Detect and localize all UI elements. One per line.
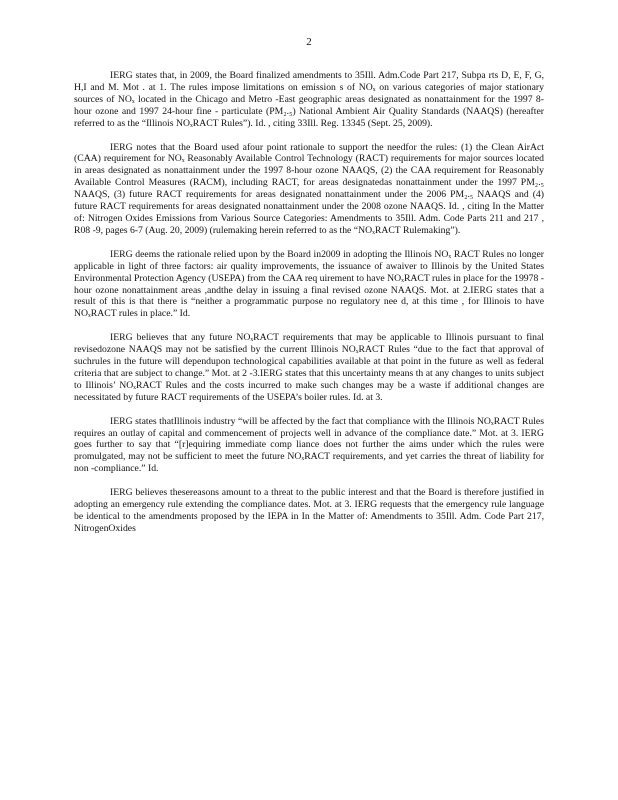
paragraph-1: IERG states that, in 2009, the Board finalized amendments to 35Ill. Adm.Code Part 217, Subpa rts D, E, F, G, H,I and M. Mot . at 1. The rules impose limitations on emission s of NOₓ on various categories of major stationary sources of NOₓ located in the Chicago and Metro -East geographic areas designated as nonattainment for the 1997 8-hour ozone and 1997 24-hour fine - particulate (PM₂.₅) National Ambient Air Quality Standards (NAAQS) (hereafter referred to as the “Illinois NOₓRACT Rules”). Id. , citing 33Ill. Reg. 13345 (Sept. 25, 2009). [74, 70, 544, 129]
paragraph-5: IERG states thatIllinois industry “will be affected by the fact that compliance with the Illinois NOₓRACT Rules requires an outlay of capital and commencement of projects well in advance of the compliance date.” Mot. at 3. IERG goes further to say that “[r]equiring immediate comp liance does not further the aims under which the rules were promulgated, may not be sufficient to meet the future NOₓRACT requirements, and yet carries the threat of liability for non -compliance.” Id. [74, 415, 544, 475]
paragraph-3: IERG deems the rationale relied upon by the Board in2009 in adopting the Illinois NOₓ RACT Rules no longer applicable in light of three factors: air quality improvements, the issuance of awaiver to Illinois by the United States Environmental Protection Agency (USEPA) from the CAA req uirement to have NOₓRACT rules in place for the 19978 - hour ozone nonattainment areas ,andthe delay in issuing a final revised ozone NAAQS. Mot. at 2.IERG states that a result of this is that there is “neither a programmatic purpose no regulatory nee d, at this time , for Illinois to have NOₓRACT rules in place.” Id. [74, 248, 544, 320]
document-body [74, 70, 544, 535]
paragraph-4: IERG believes that any future NOₓRACT requirements that may be applicable to Illinois pursuant to final revisedozone NAAQS may not be satisfied by the current Illinois NOₓRACT Rules “due to the fact that approval of suchrules in the future will dependupon technological capabilities available at that point in the future as well as federal criteria that are subject to change.” Mot. at 2 -3.IERG states that this uncertainty means th at any changes to units subject to Illinois’ NOₓRACT Rules and the costs incurred to make such changes may be a waste if additional changes are necessitated by future RACT requirements of the USEPA’s boiler rules. Id. at 3. [74, 332, 544, 403]
page-number: 2 [306, 36, 312, 48]
paragraph-2: IERG notes that the Board used afour point rationale to support the needfor the rules: (1) the Clean AirAct (CAA) requirement for NOₓ Reasonably Available Control Technology (RACT) requirements for major sources located in areas designated as nonattainment under the 1997 8-hour ozone NAAQS, (2) the CAA requirement for Reasonably Available Control Measures (RACM), including RACT, for areas designatedas nonattainment under the 1997 PM₂.₅ NAAQS, (3) future RACT requirements for areas designated nonattainment under the 2006 PM₂.₅ NAAQS and (4) future RACT requirements for areas designated nonattainment under the 2008 ozone NAAQS. Id. , citing In the Matter of: Nitrogen Oxides Emissions from Various Source Categories: Amendments to 35Ill. Adm. Code Parts 211 and 217 , R08 -9, pages 6-7 (Aug. 20, 2009) (rulemaking herein referred to as the “NOₓRACT Rulemaking”). [74, 141, 544, 236]
paragraph-6: IERG believes thesereasons amount to a threat to the public interest and that the Board is therefore justified in adopting an emergency rule extending the compliance dates. Mot. at 3. IERG requests that the emergency rule language be identical to the amendments proposed by the IEPA in In the Matter of: Amendments to 35Ill. Adm. Code Part 217, NitrogenOxides [74, 487, 544, 534]
